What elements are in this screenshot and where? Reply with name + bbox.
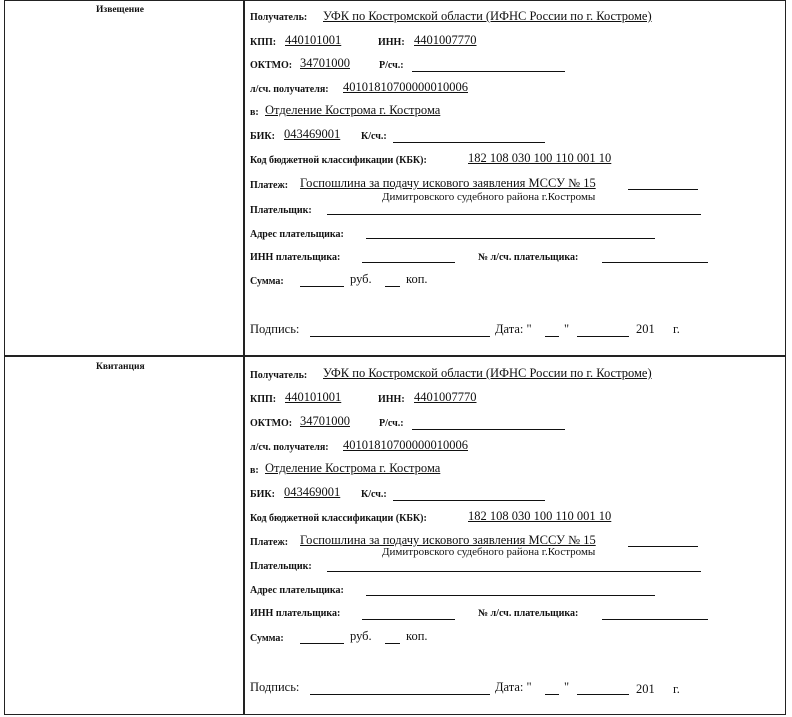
date-day-field[interactable] [545,336,559,337]
payment-field-tail [628,546,698,547]
ls-label: л/сч. получателя: [250,84,329,95]
recipient-label: Получатель: [250,12,308,23]
date-label: Дата: " [495,322,532,336]
kbk-value: 182 108 030 100 110 001 10 [468,509,612,523]
payer-inn-label: ИНН плательщика: [250,608,341,619]
section-title: Квитанция [96,362,145,372]
kpp-value: 440101001 [285,390,342,404]
column-divider [243,0,245,715]
year-label: 201 [636,682,655,696]
sum-rub-field[interactable] [300,643,344,644]
rub-label: руб. [350,272,372,286]
sum-label: Сумма: [250,633,284,644]
date-quote: " [564,322,570,336]
sign-field[interactable] [310,694,490,695]
rs-label: Р/сч.: [379,60,404,71]
ls-value: 40101810700000010006 [343,438,468,452]
ks-field[interactable] [393,500,545,501]
recipient-value: УФК по Костромской области (ИФНС России по г. Костроме) [323,366,652,380]
bank-label: в: [250,107,259,118]
ks-field[interactable] [393,142,545,143]
payer-field[interactable] [327,214,701,215]
date-day-field[interactable] [545,694,559,695]
date-quote: " [564,680,570,694]
section-divider [4,355,786,357]
payment-label: Платеж: [250,537,289,548]
sum-kop-field[interactable] [385,286,400,287]
rs-field[interactable] [412,71,565,72]
payer-label: Плательщик: [250,205,312,216]
kbk-value: 182 108 030 100 110 001 10 [468,151,612,165]
inn-label: ИНН: [378,37,405,48]
year-suffix: г. [673,322,680,336]
bank-label: в: [250,465,259,476]
oktmo-label: ОКТМО: [250,418,293,429]
payment-field-tail [628,189,698,190]
date-label: Дата: " [495,680,532,694]
payer-ls-field[interactable] [602,619,708,620]
payment-value: Госпошлина за подачу искового заявления МССУ № 15 [300,176,596,190]
sign-label: Подпись: [250,322,300,336]
payer-ls-field[interactable] [602,262,708,263]
payer-address-field[interactable] [366,595,655,596]
sum-label: Сумма: [250,276,284,287]
payer-label: Плательщик: [250,561,312,572]
rs-field[interactable] [412,429,565,430]
sign-label: Подпись: [250,680,300,694]
payer-address-field[interactable] [366,238,655,239]
kpp-value: 440101001 [285,33,342,47]
section-title: Извещение [96,5,144,15]
oktmo-value: 34701000 [300,414,350,428]
kpp-label: КПП: [250,394,277,405]
kbk-label: Код бюджетной классификации (КБК): [250,513,427,524]
rub-label: руб. [350,629,372,643]
bik-label: БИК: [250,489,275,500]
payer-ls-label: № л/сч. плательщика: [478,252,579,263]
payment-value-continuation: Димитровского судебного района г.Костромы [382,191,596,203]
ks-label: К/сч.: [361,489,387,500]
recipient-label: Получатель: [250,370,308,381]
payer-inn-field[interactable] [362,619,455,620]
kpp-label: КПП: [250,37,277,48]
kop-label: коп. [406,629,428,643]
recipient-value: УФК по Костромской области (ИФНС России по г. Костроме) [323,9,652,23]
payment-value: Госпошлина за подачу искового заявления МССУ № 15 [300,533,596,547]
oktmo-value: 34701000 [300,56,350,70]
rs-label: Р/сч.: [379,418,404,429]
bik-value: 043469001 [284,127,341,141]
sign-field[interactable] [310,336,490,337]
bik-value: 043469001 [284,485,341,499]
year-suffix: г. [673,682,680,696]
payment-value-continuation: Димитровского судебного района г.Костромы [382,546,596,558]
bank-value: Отделение Кострома г. Кострома [265,461,441,475]
kop-label: коп. [406,272,428,286]
payer-field[interactable] [327,571,701,572]
oktmo-label: ОКТМО: [250,60,293,71]
payer-ls-label: № л/сч. плательщика: [478,608,579,619]
inn-value: 4401007770 [414,390,477,404]
date-month-field[interactable] [577,694,629,695]
sum-kop-field[interactable] [385,643,400,644]
date-month-field[interactable] [577,336,629,337]
inn-value: 4401007770 [414,33,477,47]
payment-label: Платеж: [250,180,289,191]
ls-value: 40101810700000010006 [343,80,468,94]
payer-inn-label: ИНН плательщика: [250,252,341,263]
inn-label: ИНН: [378,394,405,405]
year-label: 201 [636,322,655,336]
payer-address-label: Адрес плательщика: [250,585,344,596]
bik-label: БИК: [250,131,275,142]
bank-value: Отделение Кострома г. Кострома [265,103,441,117]
kbk-label: Код бюджетной классификации (КБК): [250,155,427,166]
ls-label: л/сч. получателя: [250,442,329,453]
payer-inn-field[interactable] [362,262,455,263]
payer-address-label: Адрес плательщика: [250,229,344,240]
sum-rub-field[interactable] [300,286,344,287]
ks-label: К/сч.: [361,131,387,142]
